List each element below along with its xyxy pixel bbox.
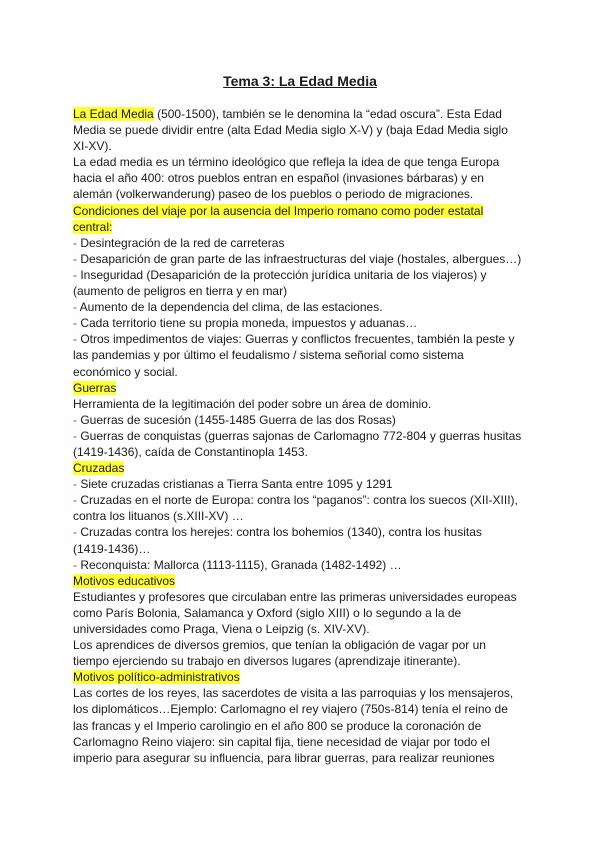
text-segment: (1419-1436)… <box>73 541 151 556</box>
text-segment: (500-1500), también se le denomina la “edad oscura”. Esta Edad <box>153 107 502 121</box>
text-segment: Estudiantes y profesores que circulaban entre las primeras universidades europeas <box>73 589 517 604</box>
text-segment: como París Bolonia, Salamanca y Oxford (siglo XIII) o lo segundo a la de <box>73 605 462 620</box>
text-segment: económico y social. <box>73 364 178 379</box>
text-segment: las francas y el Imperio carolingio en el año 800 se produce la coronación de <box>73 718 482 733</box>
text-segment: los diplomáticos…Ejemplo: Carlomagno el rey viajero (750s-814) tenía el reino de <box>73 702 508 717</box>
text-segment: universidades como Praga, Viena o Leipzig (s. XIV-XV). <box>73 622 370 636</box>
text-line <box>73 460 533 476</box>
text-segment: Guerras de sucesión (1455-1485 Guerra de las dos Rosas) <box>77 412 396 427</box>
text-segment: Otros impedimentos de viajes: Guerras y conflictos frecuentes, también la peste y <box>77 332 515 347</box>
text-segment: Aumento de la dependencia del clima, de las estaciones. <box>77 300 383 315</box>
bullet-dash: - <box>73 300 77 315</box>
text-segment: La edad media es un término ideológico que refleja la idea de que tenga Europa <box>73 155 500 170</box>
text-line <box>73 573 533 589</box>
text-segment: Cruzadas contra los herejes: contra los bohemios (1340), contra los husitas <box>77 525 482 540</box>
text-line <box>73 541 533 557</box>
bullet-dash: - <box>73 428 77 443</box>
text-segment: Carlomagno Reino viajero: sin capital fija, tiene necesidad de viajar por todo el <box>73 734 490 749</box>
highlighted-heading: Motivos educativos <box>73 573 176 588</box>
bullet-dash: - <box>73 525 77 540</box>
text-segment: tiempo ejerciendo su trabajo en diversos lugares (aprendizaje itinerante). <box>73 654 461 669</box>
highlighted-heading: central: <box>73 219 113 234</box>
text-line <box>73 653 533 669</box>
text-line <box>73 701 533 717</box>
text-line <box>73 203 533 219</box>
text-line <box>73 557 533 573</box>
text-line <box>73 364 533 380</box>
text-line <box>73 685 533 701</box>
highlighted-heading: Motivos político-administrativos <box>73 670 240 685</box>
text-line <box>73 476 533 492</box>
text-segment: (1419-1436), caída de Constantinopla 1453. <box>73 444 308 459</box>
text-line <box>73 267 533 283</box>
bullet-dash: - <box>73 316 77 331</box>
text-line <box>73 154 533 170</box>
text-segment: Reconquista: Mallorca (1113-1115), Granada (1482-1492) … <box>77 557 402 572</box>
text-line <box>73 669 533 685</box>
text-segment: Herramienta de la legitimación del poder sobre un área de dominio. <box>73 396 432 411</box>
text-line <box>73 283 533 299</box>
text-line <box>73 138 533 154</box>
text-line <box>73 412 533 428</box>
text-segment: Cruzadas en el norte de Europa: contra los “paganos”: contra los suecos (XII-XIII), <box>77 493 518 508</box>
bullet-dash: - <box>73 267 77 282</box>
text-line <box>73 251 533 267</box>
text-segment: contra los lituanos (s.XIII-XV) … <box>73 509 244 524</box>
text-line <box>73 380 533 396</box>
text-line <box>73 621 533 637</box>
bullet-dash: - <box>73 235 77 250</box>
text-segment: imperio para asegurar su influencia, para librar guerras, para realizar reuniones <box>73 750 495 765</box>
text-line <box>73 637 533 653</box>
text-line <box>73 734 533 750</box>
text-line <box>73 186 533 202</box>
text-line <box>73 524 533 540</box>
text-line <box>73 235 533 251</box>
text-segment: Los aprendices de diversos gremios, que tenían la obligación de vagar por un <box>73 638 486 653</box>
text-line <box>73 605 533 621</box>
text-line <box>73 315 533 331</box>
text-segment: (aumento de peligros en tierra y en mar) <box>73 284 288 299</box>
text-segment: Media se puede dividir entre (alta Edad Media siglo X-V) y (baja Edad Media siglo <box>73 123 508 138</box>
text-segment: Inseguridad (Desaparición de la protección jurídica unitaria de los viajeros) y <box>77 267 487 282</box>
highlighted-heading: Guerras <box>73 380 117 395</box>
text-segment: Las cortes de los reyes, las sacerdotes de visita a las parroquias y los mensajeros, <box>73 686 514 701</box>
text-segment: Siete cruzadas cristianas a Tierra Santa entre 1095 y 1291 <box>77 477 393 492</box>
text-line <box>73 219 533 235</box>
text-segment: hacia el año 400: otros pueblos entran en español (invasiones bárbaras) y en <box>73 171 484 186</box>
text-line <box>73 428 533 444</box>
document-body <box>73 106 533 766</box>
text-segment: Guerras de conquistas (guerras sajonas de Carlomagno 772-804 y guerras husitas <box>77 428 522 443</box>
text-line <box>73 589 533 605</box>
text-line <box>73 508 533 524</box>
bullet-dash: - <box>73 412 77 427</box>
text-segment: Desintegración de la red de carreteras <box>77 235 285 250</box>
highlighted-heading: La Edad Media <box>73 107 154 121</box>
text-line <box>73 492 533 508</box>
text-line <box>73 106 533 122</box>
text-line <box>73 718 533 734</box>
text-line <box>73 170 533 186</box>
text-line <box>73 122 533 138</box>
text-segment: XI-XV). <box>73 139 112 154</box>
text-segment: alemán (volkerwanderung) paseo de los pueblos o periodo de migraciones. <box>73 187 474 202</box>
text-segment: Desaparición de gran parte de las infraestructuras del viaje (hostales, albergues…) <box>77 251 522 266</box>
highlighted-heading: Cruzadas <box>73 461 125 476</box>
text-line <box>73 299 533 315</box>
bullet-dash: - <box>73 332 77 347</box>
bullet-dash: - <box>73 493 77 508</box>
highlighted-heading: Condiciones del viaje por la ausencia del Imperio romano como poder estatal <box>73 203 484 218</box>
bullet-dash: - <box>73 477 77 492</box>
bullet-dash: - <box>73 251 77 266</box>
bullet-dash: - <box>73 557 77 572</box>
page-title: Tema 3: La Edad Media <box>223 73 377 89</box>
text-segment: Cada territorio tiene su propia moneda, impuestos y aduanas… <box>77 316 418 331</box>
text-line <box>73 444 533 460</box>
text-line <box>73 331 533 347</box>
text-line <box>73 750 533 766</box>
text-line <box>73 396 533 412</box>
text-segment: las pandemias y por último el feudalismo / sistema señorial como sistema <box>73 348 464 363</box>
text-line <box>73 347 533 363</box>
